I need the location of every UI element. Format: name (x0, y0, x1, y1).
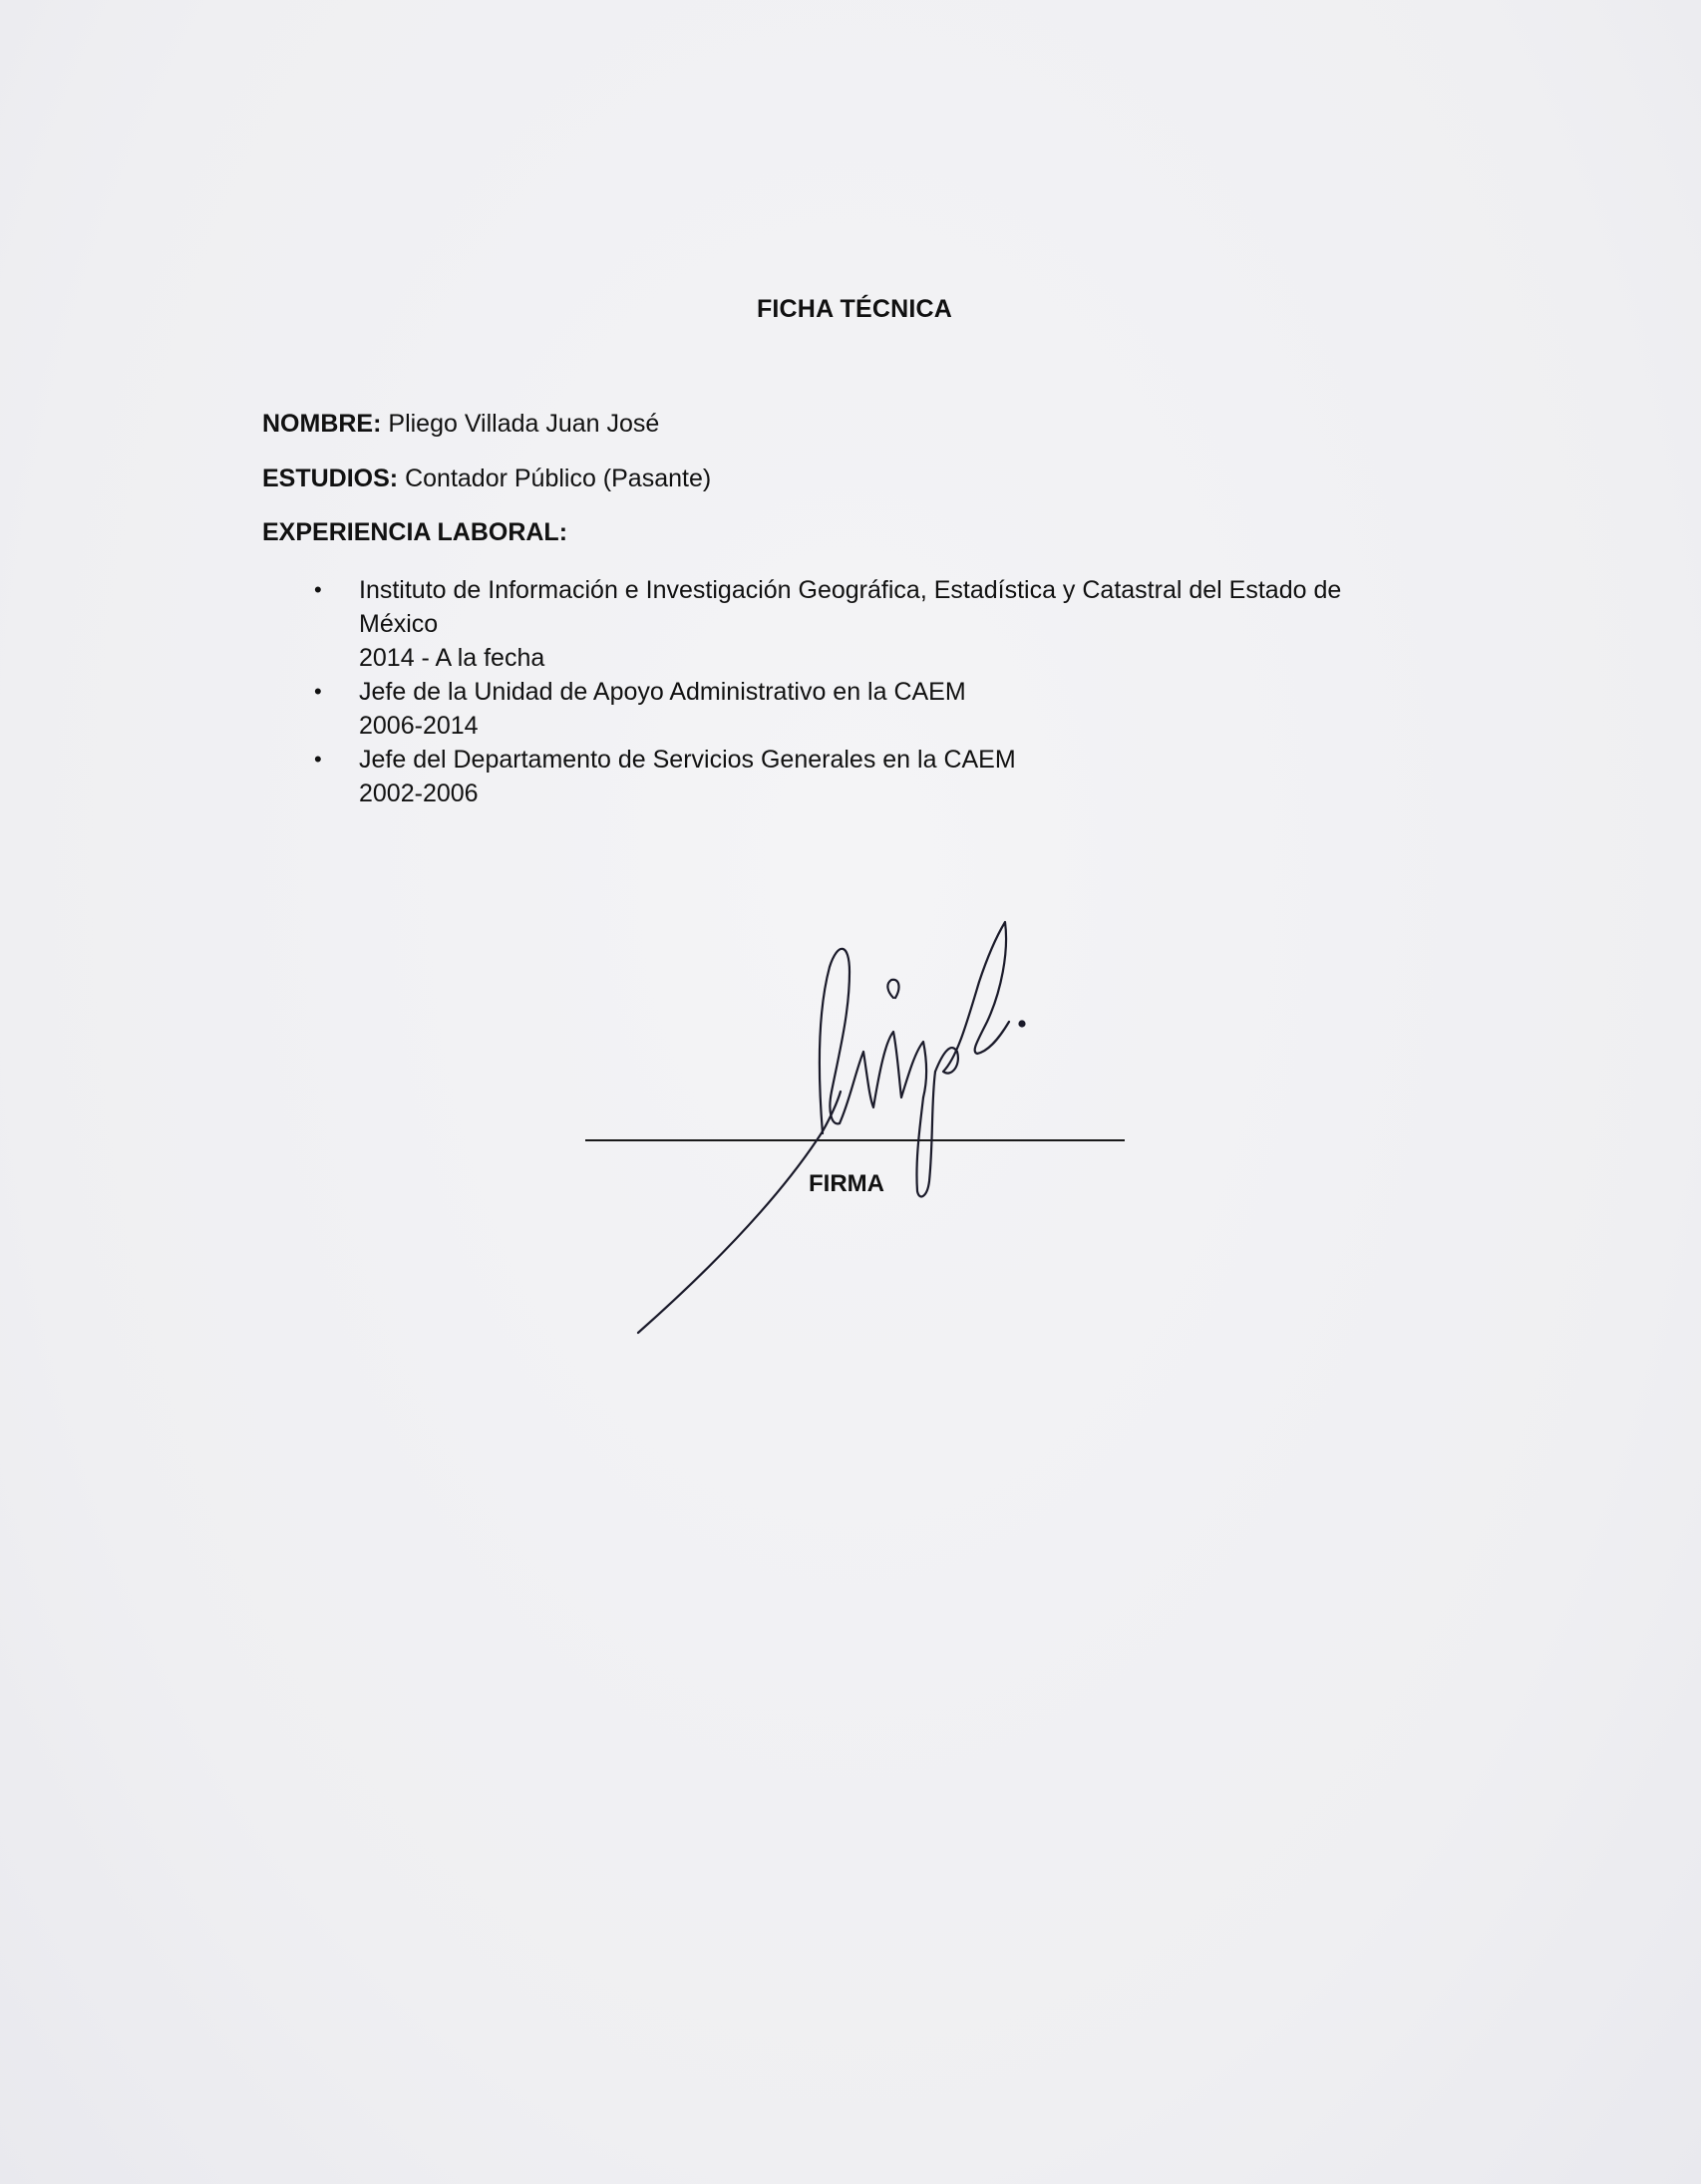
bullet-icon: • (314, 679, 322, 704)
experiencia-label: EXPERIENCIA LABORAL: (262, 518, 568, 546)
nombre-label: NOMBRE: (262, 410, 382, 438)
document-title: FICHA TÉCNICA (756, 295, 953, 323)
bullet-icon: • (314, 747, 322, 772)
bullet-icon: • (314, 577, 322, 602)
estudios-label: ESTUDIOS: (262, 465, 399, 492)
firma-label: FIRMA (809, 1170, 884, 1197)
experiencia-list (262, 573, 1439, 810)
nombre-field (262, 409, 659, 439)
list-item (262, 743, 1439, 810)
estudios-field (262, 464, 711, 493)
handwritten-signature-icon (618, 902, 1057, 1341)
list-item (262, 573, 1439, 675)
experiencia-line: Instituto de Información e Investigación Geográfica, Estadística y Catastral del Estado de (359, 576, 1342, 604)
experiencia-period: 2006-2014 (359, 712, 479, 740)
nombre-value: Pliego Villada Juan José (388, 410, 660, 438)
experiencia-line: Jefe de la Unidad de Apoyo Administrativo en la CAEM (359, 678, 966, 706)
experiencia-line: Jefe del Departamento de Servicios Generales en la CAEM (359, 746, 1016, 774)
experiencia-period: 2002-2006 (359, 780, 479, 807)
list-item (262, 675, 1439, 743)
experiencia-period: 2014 - A la fecha (359, 644, 545, 672)
estudios-value: Contador Público (Pasante) (405, 465, 712, 492)
experiencia-line: México (359, 610, 439, 638)
